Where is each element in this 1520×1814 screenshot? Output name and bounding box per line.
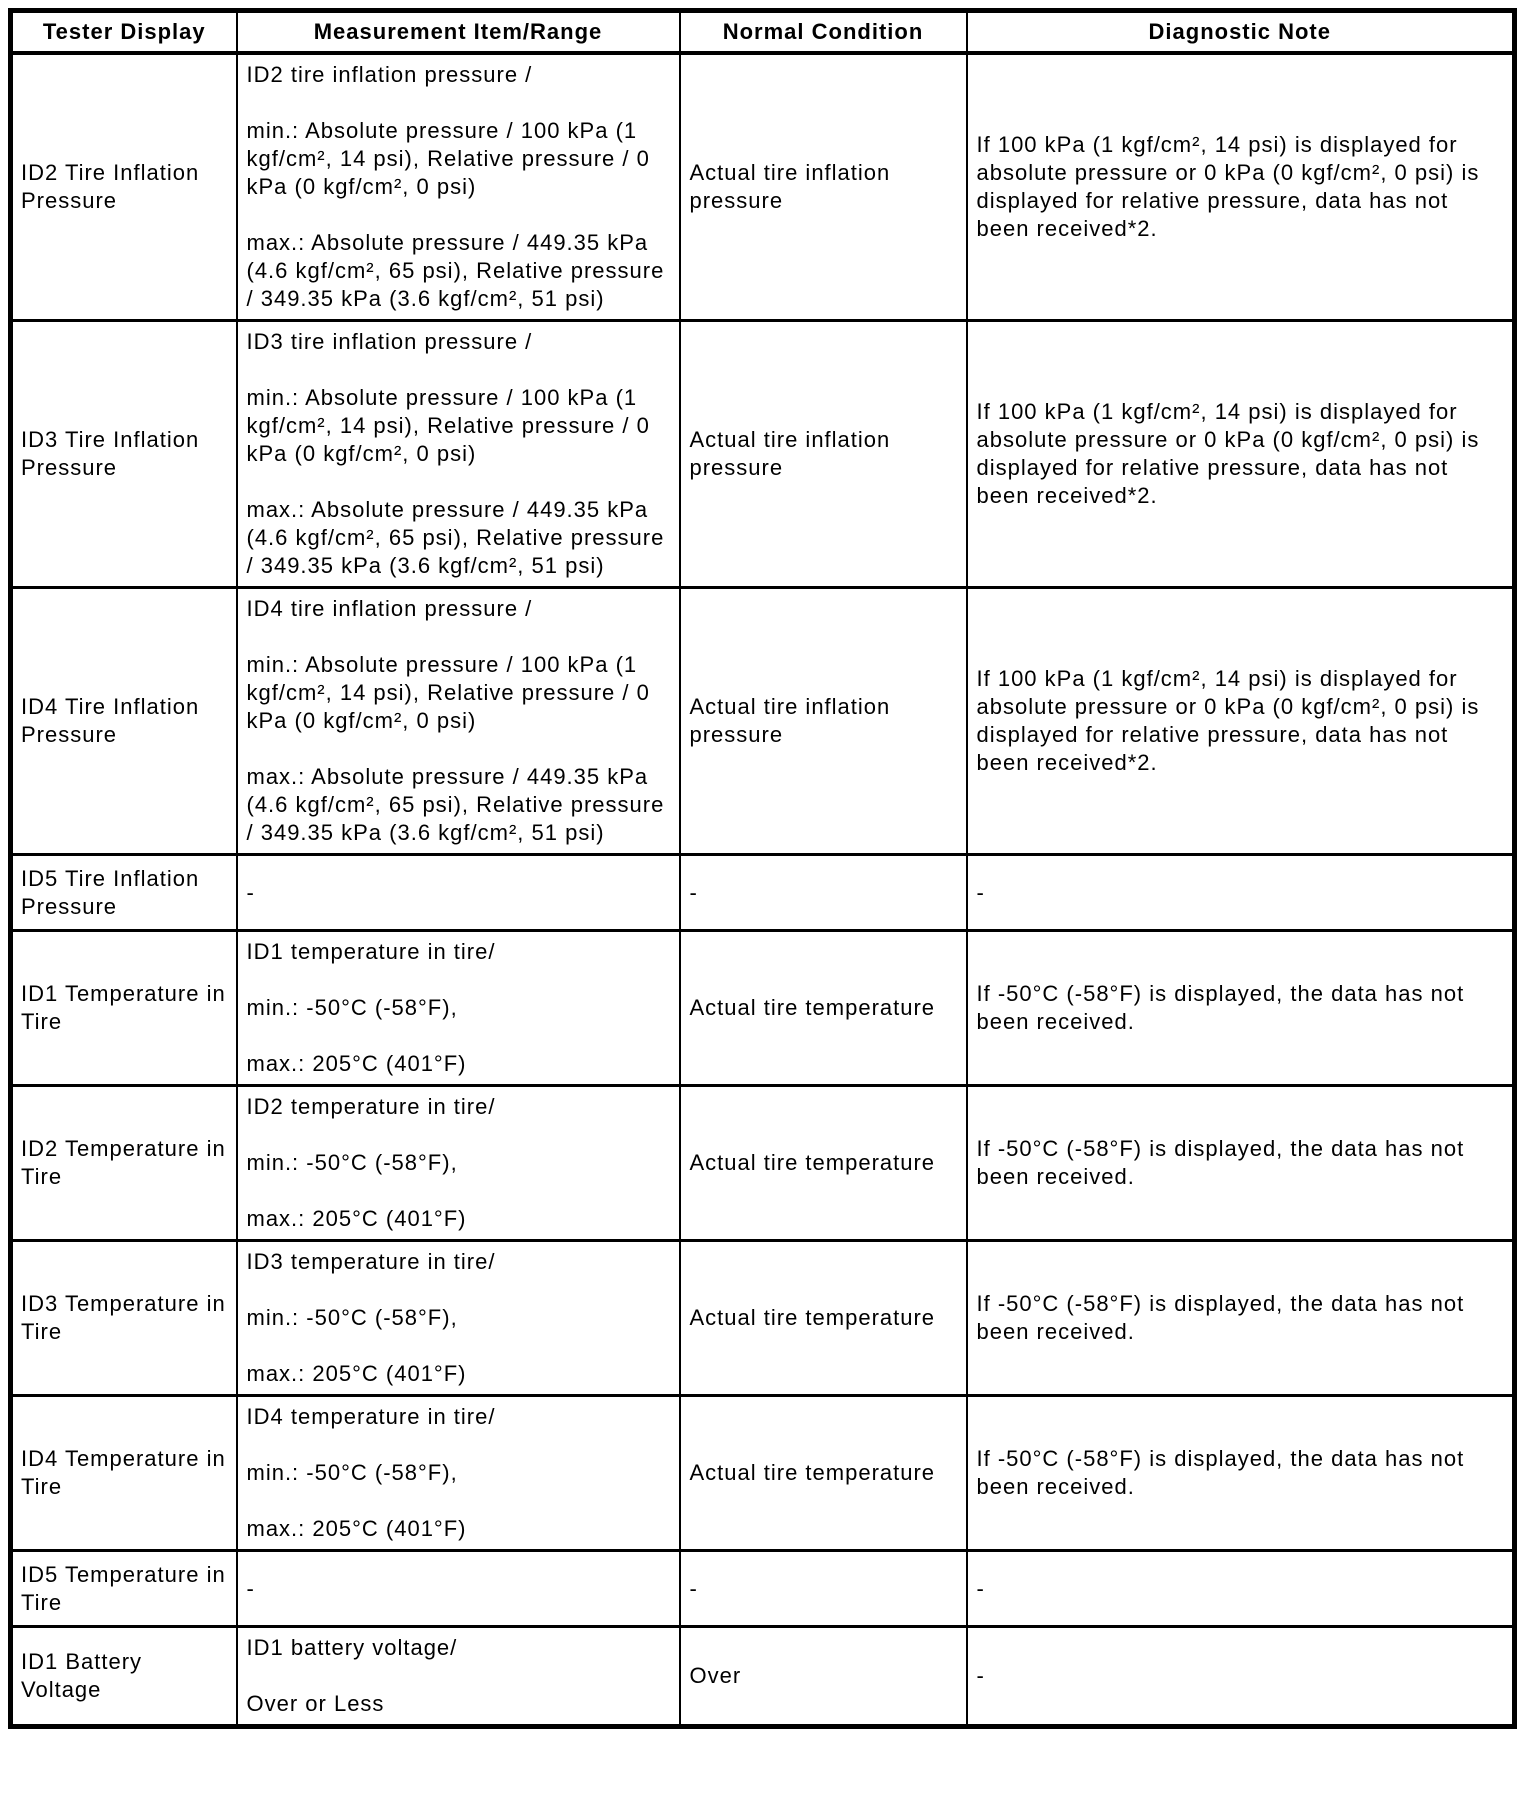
table-row: [11, 855, 1515, 931]
measurement-item-range-cell: [237, 53, 680, 321]
measurement-text-block: ID1 temperature in tire/: [246, 939, 496, 964]
normal-condition-cell: Actual tire inflation pressure: [680, 321, 967, 588]
tester-display-cell: ID3 Temperature in Tire: [11, 1241, 237, 1396]
table-row: [11, 1241, 1515, 1396]
tester-display-cell: ID5 Temperature in Tire: [11, 1551, 237, 1627]
measurement-text-block: max.: Absolute pressure / 449.35 kPa (4.6 kgf/cm², 65 psi), Relative pressure / 349.35 kPa (3.6 kgf/cm², 51 psi): [246, 230, 665, 311]
column-header-normal-condition: Normal Condition: [680, 11, 967, 54]
table-row: [11, 321, 1515, 588]
diagnostic-note-cell: If 100 kPa (1 kgf/cm², 14 psi) is displayed for absolute pressure or 0 kPa (0 kgf/cm², 0 psi) is displayed for relative pressure, data has not been received*2.: [967, 321, 1515, 588]
diagnostic-note-cell: -: [967, 855, 1515, 931]
tester-display-cell: ID1 Temperature in Tire: [11, 931, 237, 1086]
measurement-text-block: min.: -50°C (-58°F),: [246, 1460, 458, 1485]
normal-condition-cell: Actual tire temperature: [680, 931, 967, 1086]
measurement-item-range-cell: [237, 588, 680, 855]
tester-display-cell: ID4 Tire Inflation Pressure: [11, 588, 237, 855]
normal-condition-cell: Actual tire temperature: [680, 1086, 967, 1241]
measurement-text-block: max.: 205°C (401°F): [246, 1361, 467, 1386]
measurement-item-range-cell: [237, 931, 680, 1086]
normal-condition-cell: -: [680, 1551, 967, 1627]
tester-display-cell: ID2 Tire Inflation Pressure: [11, 53, 237, 321]
table-row: [11, 1086, 1515, 1241]
measurement-text-block: Over or Less: [246, 1691, 385, 1716]
measurement-text-block: max.: 205°C (401°F): [246, 1051, 467, 1076]
measurement-text-block: ID4 tire inflation pressure /: [246, 596, 533, 621]
normal-condition-cell: Actual tire inflation pressure: [680, 53, 967, 321]
measurement-text-block: min.: Absolute pressure / 100 kPa (1 kgf/cm², 14 psi), Relative pressure / 0 kPa (0 kgf/cm², 0 psi): [246, 118, 650, 199]
diagnostic-note-cell: -: [967, 1627, 1515, 1727]
tester-display-cell: ID3 Tire Inflation Pressure: [11, 321, 237, 588]
measurement-item-range-cell: [237, 855, 680, 931]
measurement-text-block: ID2 tire inflation pressure /: [246, 62, 533, 87]
normal-condition-cell: -: [680, 855, 967, 931]
diagnostic-note-cell: If 100 kPa (1 kgf/cm², 14 psi) is displayed for absolute pressure or 0 kPa (0 kgf/cm², 0 psi) is displayed for relative pressure, data has not been received*2.: [967, 588, 1515, 855]
measurement-text-block: min.: -50°C (-58°F),: [246, 1305, 458, 1330]
table-row: [11, 1396, 1515, 1551]
table-row: [11, 588, 1515, 855]
measurement-text-block: -: [246, 879, 255, 905]
measurement-text-block: max.: Absolute pressure / 449.35 kPa (4.6 kgf/cm², 65 psi), Relative pressure / 349.35 kPa (3.6 kgf/cm², 51 psi): [246, 497, 665, 578]
table-header: [11, 11, 1515, 54]
tpms-data-list-table: [8, 8, 1517, 1729]
measurement-text-block: min.: Absolute pressure / 100 kPa (1 kgf/cm², 14 psi), Relative pressure / 0 kPa (0 kgf/cm², 0 psi): [246, 652, 650, 733]
measurement-text-block: ID3 tire inflation pressure /: [246, 329, 533, 354]
diagnostic-note-cell: If 100 kPa (1 kgf/cm², 14 psi) is displayed for absolute pressure or 0 kPa (0 kgf/cm², 0 psi) is displayed for relative pressure, data has not been received*2.: [967, 53, 1515, 321]
table-row: [11, 931, 1515, 1086]
measurement-text-block: ID2 temperature in tire/: [246, 1094, 496, 1119]
measurement-text-block: ID4 temperature in tire/: [246, 1404, 496, 1429]
table-row: [11, 53, 1515, 321]
measurement-text-block: max.: 205°C (401°F): [246, 1206, 467, 1231]
measurement-text-block: min.: -50°C (-58°F),: [246, 995, 458, 1020]
measurement-text-block: -: [246, 1575, 255, 1601]
column-header-diagnostic-note: Diagnostic Note: [967, 11, 1515, 54]
normal-condition-cell: Actual tire temperature: [680, 1396, 967, 1551]
tester-display-cell: ID2 Temperature in Tire: [11, 1086, 237, 1241]
normal-condition-cell: Over: [680, 1627, 967, 1727]
table-row: [11, 1627, 1515, 1727]
table-header-row: [11, 11, 1515, 54]
measurement-item-range-cell: [237, 1086, 680, 1241]
measurement-item-range-cell: [237, 1396, 680, 1551]
measurement-text-block: min.: -50°C (-58°F),: [246, 1150, 458, 1175]
measurement-text-block: min.: Absolute pressure / 100 kPa (1 kgf/cm², 14 psi), Relative pressure / 0 kPa (0 kgf/cm², 0 psi): [246, 385, 650, 466]
measurement-item-range-cell: [237, 321, 680, 588]
diagnostic-note-cell: -: [967, 1551, 1515, 1627]
column-header-measurement-item-range: Measurement Item/Range: [237, 11, 680, 54]
measurement-text-block: max.: Absolute pressure / 449.35 kPa (4.6 kgf/cm², 65 psi), Relative pressure / 349.35 kPa (3.6 kgf/cm², 51 psi): [246, 764, 665, 845]
tester-display-cell: ID4 Temperature in Tire: [11, 1396, 237, 1551]
normal-condition-cell: Actual tire temperature: [680, 1241, 967, 1396]
measurement-item-range-cell: [237, 1627, 680, 1727]
tester-display-cell: ID1 Battery Voltage: [11, 1627, 237, 1727]
normal-condition-cell: Actual tire inflation pressure: [680, 588, 967, 855]
diagnostic-note-cell: If -50°C (-58°F) is displayed, the data has not been received.: [967, 1241, 1515, 1396]
measurement-text-block: max.: 205°C (401°F): [246, 1516, 467, 1541]
tester-display-cell: ID5 Tire Inflation Pressure: [11, 855, 237, 931]
measurement-item-range-cell: [237, 1551, 680, 1627]
diagnostic-note-cell: If -50°C (-58°F) is displayed, the data has not been received.: [967, 1396, 1515, 1551]
column-header-tester-display: Tester Display: [11, 11, 237, 54]
diagnostic-note-cell: If -50°C (-58°F) is displayed, the data has not been received.: [967, 1086, 1515, 1241]
table-row: [11, 1551, 1515, 1627]
measurement-text-block: ID3 temperature in tire/: [246, 1249, 496, 1274]
diagnostic-note-cell: If -50°C (-58°F) is displayed, the data has not been received.: [967, 931, 1515, 1086]
table-body: [11, 53, 1515, 1727]
measurement-item-range-cell: [237, 1241, 680, 1396]
measurement-text-block: ID1 battery voltage/: [246, 1635, 458, 1660]
